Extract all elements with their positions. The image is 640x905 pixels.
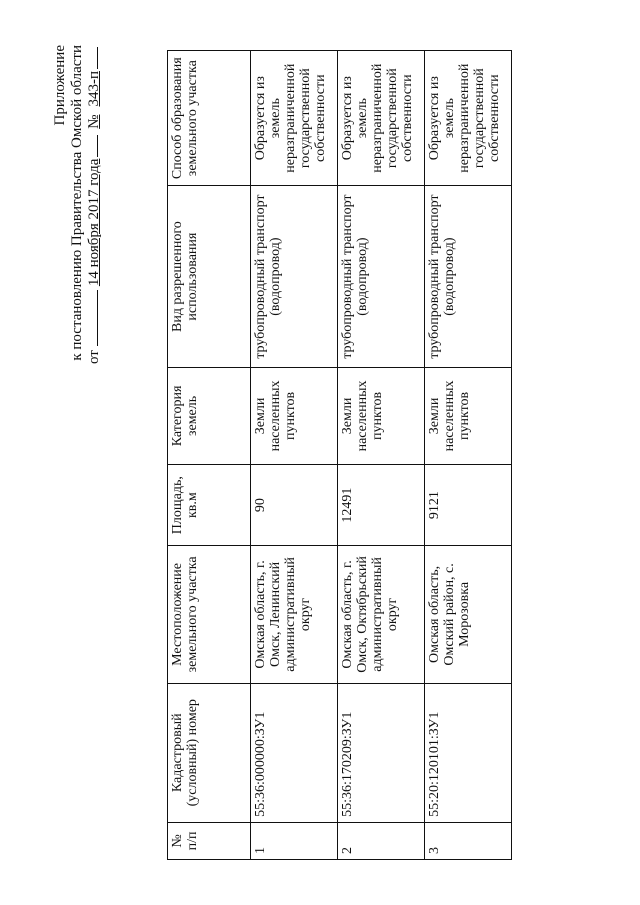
table-row — [338, 51, 425, 860]
cell-method: Образуется из земель неразграниченной государственной собственности — [251, 51, 338, 186]
col-header-method: Способ образования земельного участка — [168, 51, 251, 186]
cell-use: трубопроводный транспорт (водопровод) — [251, 186, 338, 367]
cell-category: Земли населенных пунктов — [338, 367, 425, 464]
cell-num: 2 — [338, 822, 425, 859]
cell-area: 12491 — [338, 465, 425, 546]
cell-area: 9121 — [425, 465, 512, 546]
table-row — [425, 51, 512, 860]
land-plots-table — [167, 50, 512, 860]
col-header-area: Площадь, кв.м — [168, 465, 251, 546]
cell-location: Омская область, Омский район, с. Морозовка — [425, 546, 512, 683]
cell-method: Образуется из земель неразграниченной государственной собственности — [425, 51, 512, 186]
cell-cadastral: 55:20:120101:ЗУ1 — [425, 683, 512, 822]
cell-area: 90 — [251, 465, 338, 546]
col-header-num: № п/п — [168, 822, 251, 859]
cell-num: 3 — [425, 822, 512, 859]
table-header-row — [168, 51, 251, 860]
appendix-header — [52, 45, 103, 465]
cell-use: трубопроводный транспорт (водопровод) — [338, 186, 425, 367]
decree-reference: к постановлению Правительства Омской области — [69, 45, 85, 361]
cell-category: Земли населенных пунктов — [251, 367, 338, 464]
appendix-title: Приложение — [52, 45, 68, 126]
decree-date-line — [86, 45, 103, 465]
col-header-use: Вид разрешенного использования — [168, 186, 251, 367]
number-sign: № — [86, 114, 102, 129]
cell-num: 1 — [251, 822, 338, 859]
table-row — [251, 51, 338, 860]
cell-category: Земли населенных пунктов — [425, 367, 512, 464]
col-header-cadastral: Кадастровый (условный) номер — [168, 683, 251, 822]
cell-use: трубопроводный транспорт (водопровод) — [425, 186, 512, 367]
cell-method: Образуется из земель неразграниченной государственной собственности — [338, 51, 425, 186]
cell-location: Омская область, г. Омск, Октябрьский административный округ — [338, 546, 425, 683]
col-header-category: Категория земель — [168, 367, 251, 464]
cell-location: Омская область, г. Омск, Ленинский административный округ — [251, 546, 338, 683]
decree-date: 14 ноября 2017 года — [86, 158, 102, 287]
cell-cadastral: 55:36:170209:ЗУ1 — [338, 683, 425, 822]
decree-number: 343-п — [86, 71, 102, 107]
col-header-location: Местоположение земельного участка — [168, 546, 251, 683]
date-prefix: от — [86, 350, 102, 365]
cell-cadastral: 55:36:000000:ЗУ1 — [251, 683, 338, 822]
